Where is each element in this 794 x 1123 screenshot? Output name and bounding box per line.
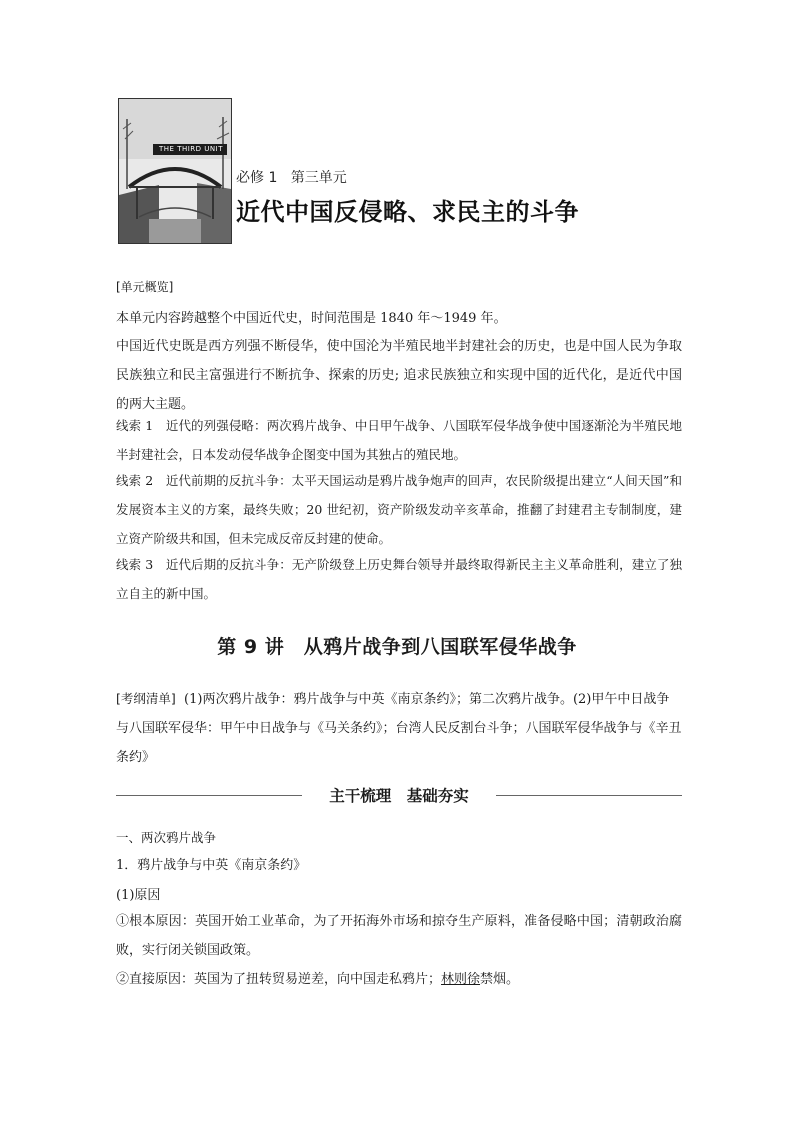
- clue-2: 线索 2 近代前期的反抗斗争：太平天国运动是鸦片战争炮声的回声，农民阶级提出建立“人间天国”和发展资本主义的方案，最终失败；20 世纪初，资产阶级发动辛亥革命，推翻了封建君主专制制度，建立资产阶级共和国，但未完成反帝反封建的使命。: [116, 473, 682, 546]
- lesson-title: 第 9 讲 从鸦片战争到八国联军侵华战争: [217, 636, 577, 658]
- section-title: 主干梳理 基础夯实: [329, 787, 469, 805]
- unit-cover-image: [118, 98, 232, 244]
- clue-1: 线索 1 近代的列强侵略：两次鸦片战争、中日甲午战争、八国联军侵华战争使中国逐渐沦为半殖民地半封建社会，日本发动侵华战争企图变中国为其独占的殖民地。: [116, 418, 682, 462]
- heading-level-3: (1)原因: [116, 888, 161, 903]
- unit-title: 近代中国反侵略、求民主的斗争: [236, 198, 579, 226]
- unit-subtitle: 必修 1 第三单元: [236, 170, 347, 186]
- section-divider: [116, 783, 682, 809]
- lin-zexu-link[interactable]: 林则徐: [441, 972, 481, 987]
- cause-item-1: ①根本原因：英国开始工业革命，为了开拓海外市场和掠夺生产原料，准备侵略中国；清朝政治腐败，实行闭关锁国政策。: [116, 914, 682, 958]
- cause-item-2: [116, 965, 682, 994]
- cause-item-2-text: ②直接原因：英国为了扭转贸易逆差，向中国走私鸦片；: [116, 972, 442, 987]
- overview-paragraph-1: 本单元内容跨越整个中国近代史，时间范围是 1840 年～1949 年。: [116, 311, 507, 326]
- syllabus-label: [考纲清单]: [116, 691, 176, 706]
- overview-label: [单元概览]: [116, 280, 174, 294]
- syllabus-outline: [116, 684, 682, 772]
- syllabus-text: (1)两次鸦片战争：鸦片战争与中英《南京条约》；第二次鸦片战争。(2)甲午中日战争与八国联军侵华：甲午中日战争与《马关条约》；台湾人民反割台斗争；八国联军侵华战争与《辛丑条约》: [116, 692, 682, 765]
- heading-level-1: 一、两次鸦片战争: [116, 830, 217, 845]
- heading-level-2: 1．鸦片战争与中英《南京条约》: [116, 858, 307, 873]
- cause-item-2-tail: 禁烟。: [480, 972, 520, 987]
- bridge-photo-illustration: [119, 99, 231, 243]
- clue-3: 线索 3 近代后期的反抗斗争：无产阶级登上历史舞台领导并最终取得新民主主义革命胜利，建立了独立自主的新中国。: [116, 557, 682, 601]
- divider-line-right: [496, 795, 682, 796]
- unit-image-caption: THE THIRD UNIT: [159, 145, 223, 153]
- overview-paragraph-2: 中国近代史既是西方列强不断侵华，使中国沦为半殖民地半封建社会的历史，也是中国人民为争取民族独立和民主富强进行不断抗争、探索的历史; 追求民族独立和实现中国的近代化，是近代中国的两大主题。: [116, 339, 682, 412]
